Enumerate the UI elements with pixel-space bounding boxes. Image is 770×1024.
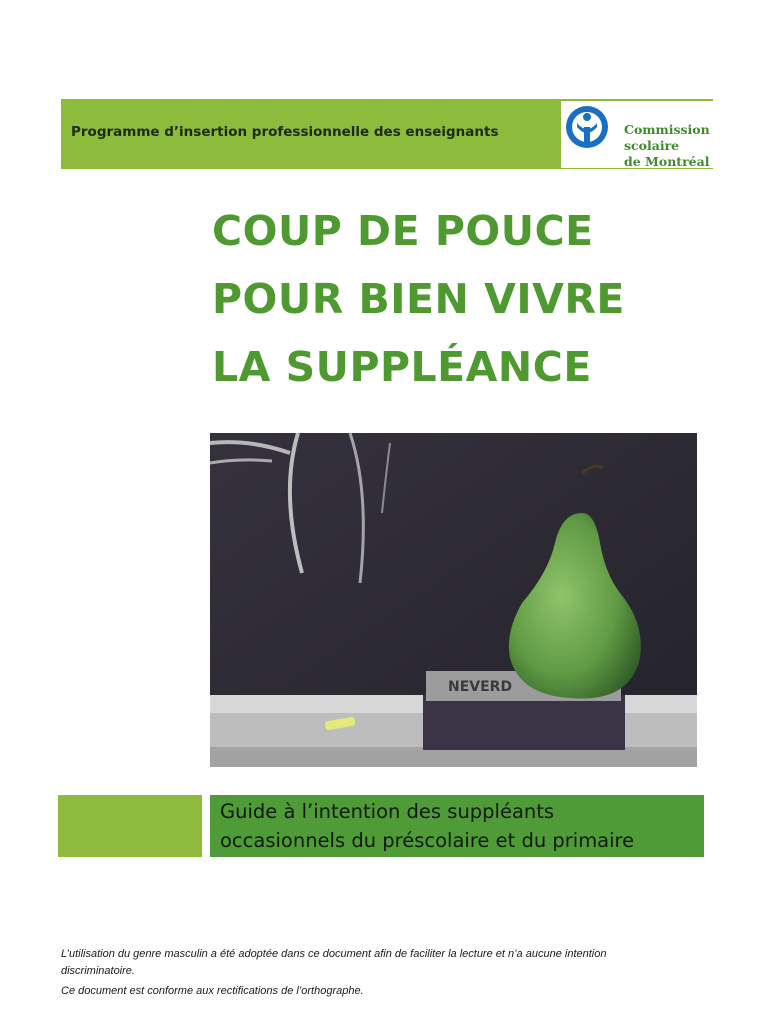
csdm-emblem-icon — [565, 105, 609, 149]
subtitle-line-2: occasionnels du préscolaire et du primaire — [220, 829, 635, 852]
subtitle-line-1: Guide à l’intention des suppléants — [220, 800, 555, 823]
footnote-gender-note: L’utilisation du genre masculin a été adoptée dans ce document afin de faciliter la lecture et n’a aucune intention discriminatoire. — [61, 948, 607, 977]
document-subtitle — [220, 797, 634, 855]
footnote — [61, 946, 661, 1000]
title-line-1: COUP DE POUCE — [212, 207, 594, 255]
title-line-2: POUR BIEN VIVRE — [212, 275, 625, 323]
logo-wordmark — [624, 122, 710, 170]
title-line-3: LA SUPPLÉANCE — [212, 343, 592, 391]
program-title: Programme d’insertion professionnelle des enseignants — [71, 124, 499, 140]
logo-line-1: Commission — [624, 122, 710, 137]
subtitle-side-block — [58, 795, 202, 857]
pear-on-chalkboard-image — [210, 433, 697, 767]
csdm-logo — [561, 101, 713, 168]
eraser-label: NEVERD — [448, 679, 513, 695]
logo-line-2: scolaire — [624, 138, 680, 153]
footnote-spelling-note: Ce document est conforme aux rectifications de l’orthographe. — [61, 985, 364, 997]
document-title — [212, 197, 625, 401]
logo-line-3: de Montréal — [624, 154, 710, 169]
